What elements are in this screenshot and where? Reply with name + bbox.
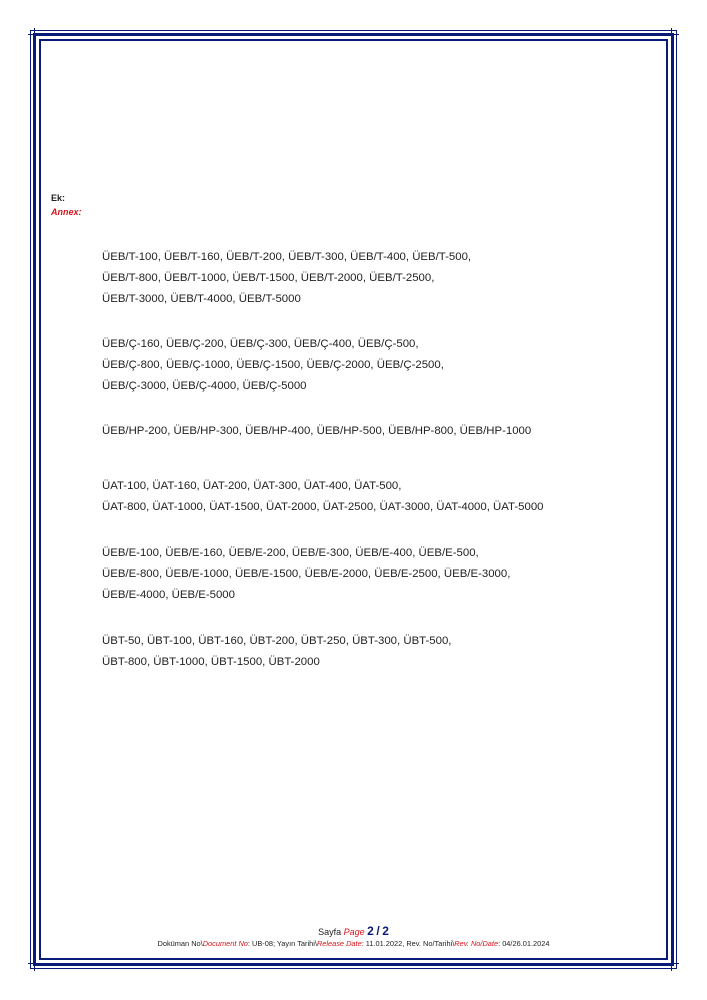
product-line: ÜBT-800, ÜBT-1000, ÜBT-1500, ÜBT-2000 — [102, 656, 320, 668]
corner-ornament-icon — [28, 957, 42, 971]
product-group — [102, 543, 642, 631]
page-label-en: Page — [343, 927, 365, 937]
product-line: ÜEB/E-100, ÜEB/E-160, ÜEB/E-200, ÜEB/E-300, ÜEB/E-400, ÜEB/E-500, — [102, 547, 479, 559]
product-line: ÜAT-800, ÜAT-1000, ÜAT-1500, ÜAT-2000, ÜAT-2500, ÜAT-3000, ÜAT-4000, ÜAT-5000 — [102, 501, 544, 513]
product-group — [102, 631, 642, 673]
product-line: ÜEB/T-800, ÜEB/T-1000, ÜEB/T-1500, ÜEB/T-2000, ÜEB/T-2500, — [102, 272, 435, 284]
product-line: ÜEB/T-3000, ÜEB/T-4000, ÜEB/T-5000 — [102, 293, 301, 305]
product-line: ÜEB/T-100, ÜEB/T-160, ÜEB/T-200, ÜEB/T-300, ÜEB/T-400, ÜEB/T-500, — [102, 251, 472, 263]
doc-no-tr: Doküman No\ — [157, 939, 203, 948]
product-line: ÜEB/Ç-160, ÜEB/Ç-200, ÜEB/Ç-300, ÜEB/Ç-400, ÜEB/Ç-500, — [102, 338, 419, 350]
annex-label-tr: Ek: — [51, 193, 66, 203]
product-line: ÜEB/Ç-3000, ÜEB/Ç-4000, ÜEB/Ç-5000 — [102, 380, 307, 392]
release-value: : 11.01.2022, — [361, 939, 407, 948]
product-group — [102, 334, 642, 421]
product-group — [102, 476, 642, 543]
annex-label-en: Annex: — [51, 207, 82, 217]
corner-ornament-icon — [665, 957, 679, 971]
release-en: Release Date — [316, 939, 362, 948]
product-line: ÜBT-50, ÜBT-100, ÜBT-160, ÜBT-200, ÜBT-250, ÜBT-300, ÜBT-500, — [102, 635, 452, 647]
corner-ornament-icon — [665, 28, 679, 42]
product-line: ÜAT-100, ÜAT-160, ÜAT-200, ÜAT-300, ÜAT-400, ÜAT-500, — [102, 480, 402, 492]
page-label-tr: Sayfa — [318, 927, 342, 937]
product-line: ÜEB/Ç-800, ÜEB/Ç-1000, ÜEB/Ç-1500, ÜEB/Ç-2000, ÜEB/Ç-2500, — [102, 359, 444, 371]
product-group — [102, 421, 642, 476]
product-line: ÜEB/E-800, ÜEB/E-1000, ÜEB/E-1500, ÜEB/E-2000, ÜEB/E-2500, ÜEB/E-3000, — [102, 568, 511, 580]
page-separator: / — [376, 924, 380, 938]
rev-tr: Rev. No/Tarihi\ — [406, 939, 455, 948]
product-line: ÜEB/E-4000, ÜEB/E-5000 — [102, 589, 235, 601]
document-info — [0, 939, 707, 948]
product-list — [102, 247, 642, 673]
release-tr: Yayın Tarihi\ — [276, 939, 317, 948]
page-number — [0, 924, 707, 938]
corner-ornament-icon — [28, 28, 42, 42]
product-line: ÜEB/HP-200, ÜEB/HP-300, ÜEB/HP-400, ÜEB/HP-500, ÜEB/HP-800, ÜEB/HP-1000 — [102, 425, 532, 437]
page-current: 2 — [367, 924, 374, 938]
product-group — [102, 247, 642, 334]
doc-no-en: Document No — [202, 939, 248, 948]
rev-en: Rev. No/Date — [454, 939, 499, 948]
doc-no-value: : UB-08; — [247, 939, 277, 948]
rev-value: : 04/26.01.2024 — [498, 939, 550, 948]
page-total: 2 — [382, 924, 389, 938]
